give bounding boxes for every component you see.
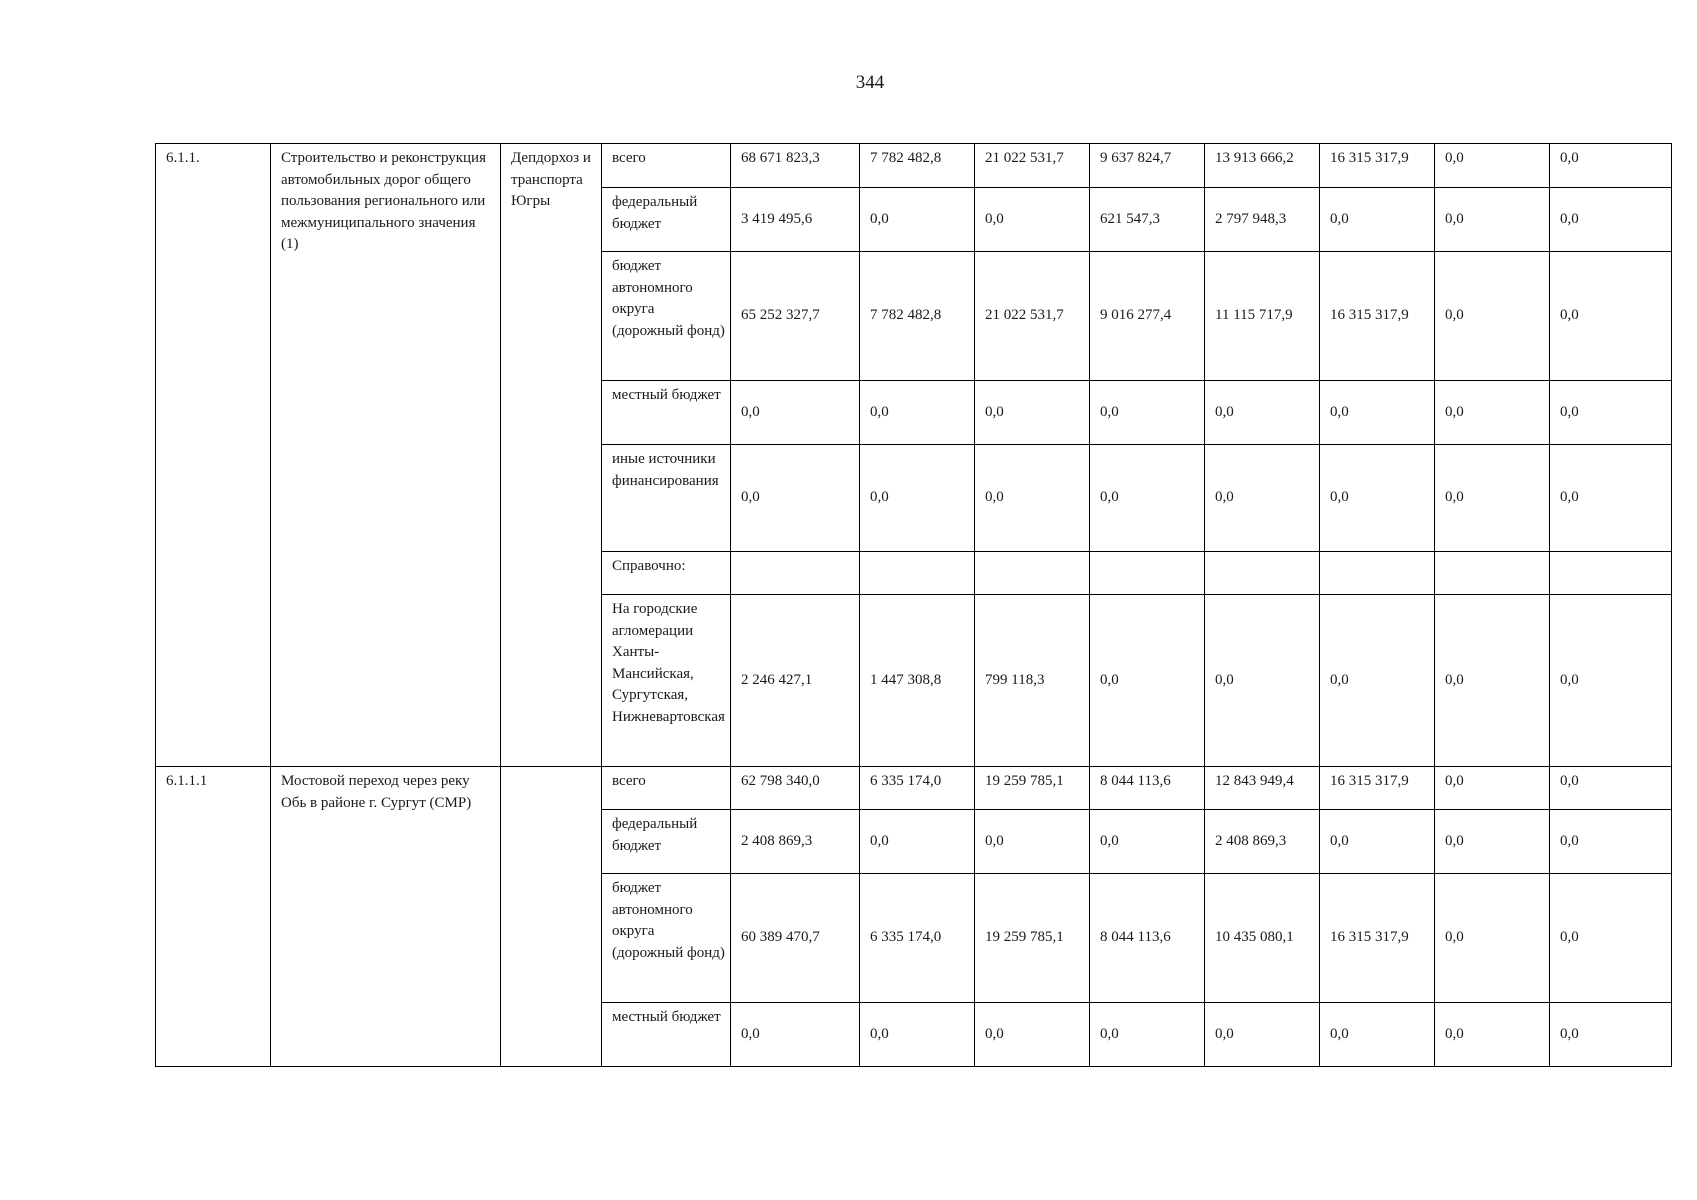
value-cell: 0,0 [1090,381,1205,445]
value-cell: 65 252 327,7 [731,252,860,381]
value-cell: 11 115 717,9 [1205,252,1320,381]
value-cell: 21 022 531,7 [975,144,1090,188]
value-cell: 2 408 869,3 [1205,810,1320,874]
funding-source: всего [602,144,731,188]
value-cell: 0,0 [1435,188,1550,252]
value-cell: 2 408 869,3 [731,810,860,874]
value-cell: 0,0 [1205,595,1320,767]
value-cell: 0,0 [1550,252,1672,381]
value-cell: 3 419 495,6 [731,188,860,252]
value-cell: 21 022 531,7 [975,252,1090,381]
value-cell: 0,0 [860,1003,975,1067]
value-cell: 0,0 [860,381,975,445]
value-cell: 0,0 [1550,810,1672,874]
value-cell: 0,0 [1320,445,1435,552]
value-cell: 0,0 [1550,381,1672,445]
value-cell: 62 798 340,0 [731,767,860,810]
value-cell: 0,0 [975,445,1090,552]
value-cell: 0,0 [1205,1003,1320,1067]
value-cell: 16 315 317,9 [1320,144,1435,188]
funding-source: иные источники финансирования [602,445,731,552]
value-cell: 0,0 [1320,595,1435,767]
value-cell: 19 259 785,1 [975,874,1090,1003]
value-cell: 0,0 [1435,874,1550,1003]
value-cell: 0,0 [1550,188,1672,252]
value-cell: 0,0 [975,1003,1090,1067]
value-cell: 0,0 [860,810,975,874]
value-cell: 621 547,3 [1090,188,1205,252]
row-responsible [501,767,602,1067]
value-cell: 9 637 824,7 [1090,144,1205,188]
value-cell: 0,0 [975,810,1090,874]
value-cell: 799 118,3 [975,595,1090,767]
value-cell: 0,0 [1550,1003,1672,1067]
table-row [156,767,1672,810]
budget-table [155,143,1672,1067]
value-cell: 12 843 949,4 [1205,767,1320,810]
value-cell [1090,552,1205,595]
funding-source: местный бюджет [602,1003,731,1067]
value-cell [1205,552,1320,595]
value-cell: 0,0 [1550,767,1672,810]
value-cell: 7 782 482,8 [860,252,975,381]
funding-source: федеральный бюджет [602,188,731,252]
value-cell: 7 782 482,8 [860,144,975,188]
funding-source: Справочно: [602,552,731,595]
funding-source: На городские агломерации Ханты-Мансийская, Сургутская, Нижневартовская [602,595,731,767]
value-cell: 0,0 [731,1003,860,1067]
value-cell: 0,0 [1435,595,1550,767]
value-cell [1320,552,1435,595]
value-cell: 0,0 [975,381,1090,445]
value-cell: 0,0 [1205,445,1320,552]
value-cell: 16 315 317,9 [1320,252,1435,381]
value-cell: 0,0 [1205,381,1320,445]
value-cell: 0,0 [1435,445,1550,552]
value-cell: 0,0 [731,381,860,445]
value-cell: 0,0 [1435,381,1550,445]
value-cell: 0,0 [1550,595,1672,767]
value-cell: 0,0 [860,188,975,252]
value-cell: 6 335 174,0 [860,874,975,1003]
value-cell: 0,0 [975,188,1090,252]
value-cell: 0,0 [1435,810,1550,874]
value-cell: 1 447 308,8 [860,595,975,767]
value-cell: 6 335 174,0 [860,767,975,810]
funding-source: местный бюджет [602,381,731,445]
value-cell: 2 797 948,3 [1205,188,1320,252]
value-cell: 0,0 [1435,252,1550,381]
value-cell: 0,0 [1320,1003,1435,1067]
value-cell [731,552,860,595]
page-number: 344 [855,72,885,93]
value-cell: 13 913 666,2 [1205,144,1320,188]
value-cell [1435,552,1550,595]
funding-source: федеральный бюджет [602,810,731,874]
value-cell: 8 044 113,6 [1090,874,1205,1003]
row-responsible: Депдорхоз и транспорта Югры [501,144,602,767]
value-cell: 2 246 427,1 [731,595,860,767]
value-cell: 0,0 [1320,188,1435,252]
row-code: 6.1.1.1 [156,767,271,1067]
value-cell: 10 435 080,1 [1205,874,1320,1003]
value-cell: 0,0 [1090,1003,1205,1067]
value-cell: 0,0 [1435,144,1550,188]
funding-source: бюджет автономного округа (дорожный фонд) [602,874,731,1003]
value-cell [1550,552,1672,595]
value-cell: 0,0 [1435,767,1550,810]
row-name: Строительство и реконструкция автомобильных дорог общего пользования регионального или межмуниципального значения (1) [271,144,501,767]
value-cell: 16 315 317,9 [1320,874,1435,1003]
value-cell: 0,0 [1320,810,1435,874]
table-row [156,144,1672,188]
value-cell: 9 016 277,4 [1090,252,1205,381]
row-name: Мостовой переход через реку Обь в районе г. Сургут (СМР) [271,767,501,1067]
funding-source: бюджет автономного округа (дорожный фонд) [602,252,731,381]
value-cell: 0,0 [1090,445,1205,552]
value-cell: 16 315 317,9 [1320,767,1435,810]
value-cell: 0,0 [731,445,860,552]
value-cell: 0,0 [1320,381,1435,445]
value-cell: 0,0 [1435,1003,1550,1067]
value-cell: 0,0 [1550,874,1672,1003]
value-cell [975,552,1090,595]
funding-source: всего [602,767,731,810]
value-cell: 0,0 [1550,445,1672,552]
value-cell: 60 389 470,7 [731,874,860,1003]
value-cell [860,552,975,595]
value-cell: 0,0 [1090,810,1205,874]
value-cell: 0,0 [1090,595,1205,767]
value-cell: 8 044 113,6 [1090,767,1205,810]
value-cell: 68 671 823,3 [731,144,860,188]
value-cell: 0,0 [860,445,975,552]
row-code: 6.1.1. [156,144,271,767]
value-cell: 19 259 785,1 [975,767,1090,810]
value-cell: 0,0 [1550,144,1672,188]
